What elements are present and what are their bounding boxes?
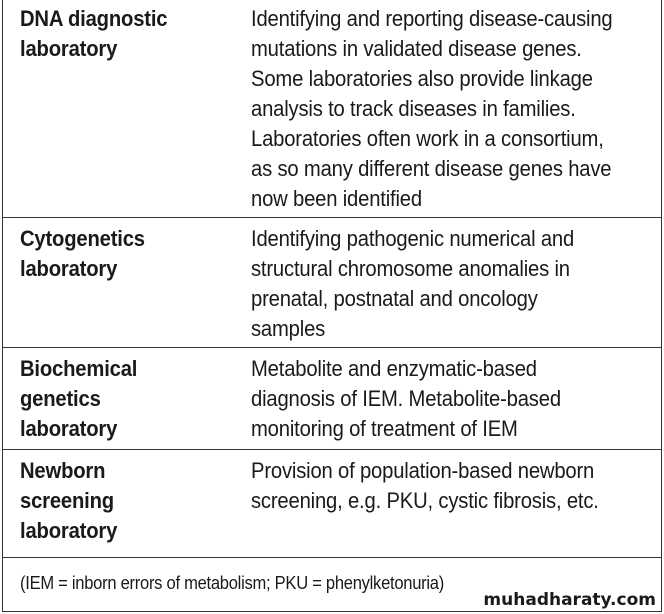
- lab-table: [2, 0, 662, 612]
- table-row-dna: [3, 0, 661, 218]
- lab-name-newborn: Newborn screening laboratory: [20, 458, 118, 543]
- table-row-newborn: [3, 450, 661, 558]
- lab-name-cytogenetics: Cytogenetics laboratory: [20, 226, 145, 281]
- lab-name-dna: DNA diagnostic laboratory: [20, 6, 168, 61]
- table-row-biochemical: [3, 348, 661, 450]
- lab-description-dna: Identifying and reporting disease-causing mutations in validated disease genes. Some laboratories also provide linkage analysis to track diseases in families. Laboratories often work in a consortium, as so many different disease genes have now been identified: [251, 6, 613, 211]
- lab-name-biochemical: Biochemical genetics laboratory: [20, 356, 138, 441]
- table-footnote: (IEM = inborn errors of metabolism; PKU = phenylketonuria): [20, 573, 444, 593]
- table-row-cytogenetics: [3, 218, 661, 348]
- watermark: muhadharaty.com: [483, 590, 656, 610]
- lab-description-biochemical: Metabolite and enzymatic-based diagnosis of IEM. Metabolite-based monitoring of treatment of IEM: [251, 356, 561, 441]
- lab-description-cytogenetics: Identifying pathogenic numerical and structural chromosome anomalies in prenatal, postnatal and oncology samples: [251, 226, 575, 341]
- lab-description-newborn: Provision of population-based newborn screening, e.g. PKU, cystic fibrosis, etc.: [251, 458, 599, 513]
